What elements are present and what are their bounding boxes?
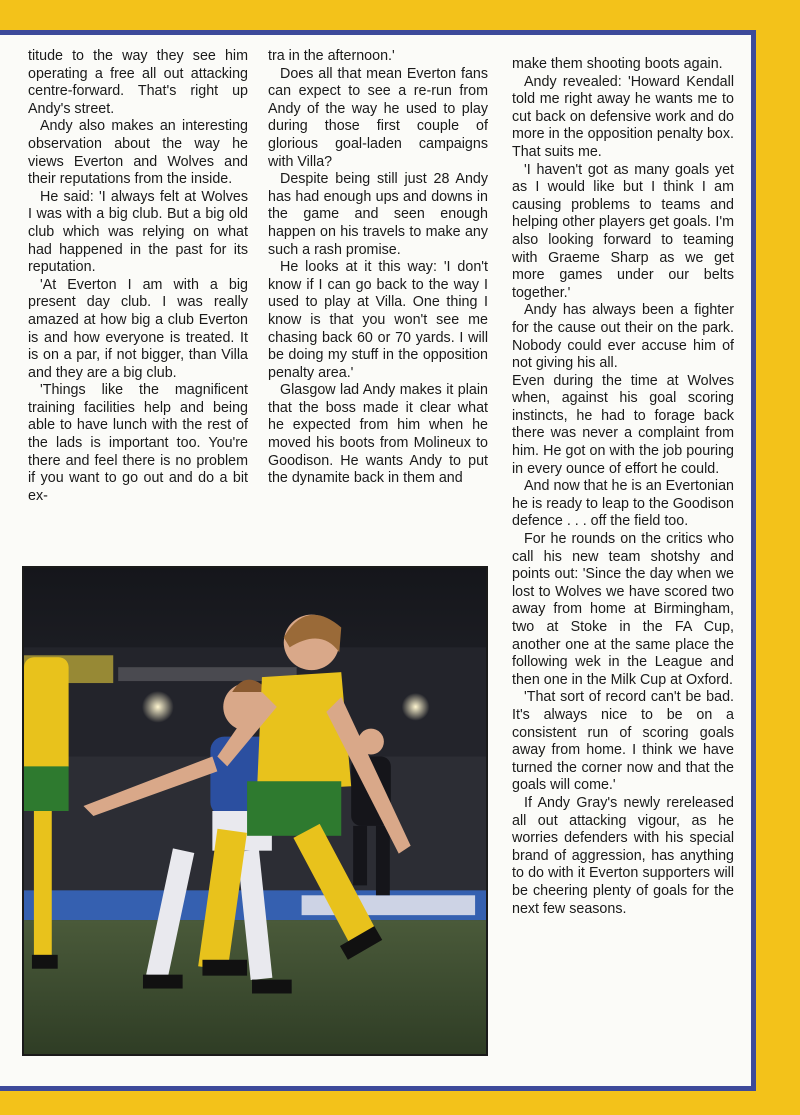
paragraph: 'At Everton I am with a big present day club. I was really amazed at how big a club Everton is and how everyone is treated. It is on a par, if not bigger, than Villa and they are a big club. [28, 276, 248, 381]
paragraph: make them shooting boots again. [512, 56, 723, 72]
paragraph: 'I haven't got as many goals yet as I would like but I think I am causing problems to teams and helping other players get goals. I'm also looking forward to teaming with Graeme Sharp as we get more games under our belts together.' [512, 161, 734, 301]
paragraph: And now that he is an Evertonian he is ready to leap to the Goodison defence . . . off the field too. [512, 478, 734, 530]
paragraph: Andy revealed: 'Howard Kendall told me right away he wants me to cut back on defensive work and do more in the opposition penalty box. That suits me. [512, 73, 734, 160]
article-column-1 [28, 48, 248, 505]
paragraph: tra in the afternoon.' [268, 48, 395, 64]
right-border-rule [751, 30, 756, 1091]
paragraph: 'Things like the magnificent training facilities help and being able to have lunch with the rest of the lads is important too. You're there and feel there is no problem if you want to go out and do a bit ex- [28, 382, 248, 504]
match-photo [22, 566, 488, 1056]
paragraph: Does all that mean Everton fans can expect to see a re-run from Andy of the way he used to play during those first couple of glorious goal-laden campaigns with Villa? [268, 65, 488, 170]
paragraph: Despite being still just 28 Andy has had enough ups and downs in the game and seen enough happen on his travels to make any such a rash promise. [268, 171, 488, 258]
paragraph: He said: 'I always felt at Wolves I was with a big club. But a big old club which was relying on what had happened in the past for its reputation. [28, 188, 248, 276]
paragraph: 'That sort of record can't be bad. It's always nice to be on a consistent run of scoring goals away from home. I think we have turned the corner now and that the goals will come.' [512, 689, 734, 794]
football-match-illustration [24, 568, 486, 1054]
bottom-border-rule [0, 1086, 756, 1091]
paragraph: For he rounds on the critics who call his new team shotshy and points out: 'Since the day when we lost to Wolves we have scored two away from home at Birmingham, two at Stoke in the FA Cup, another one at the same place the following wek in the League and then one in the Milk Cup at Oxford. [512, 531, 734, 688]
top-border-rule [0, 30, 756, 35]
article-column-2 [268, 48, 488, 488]
paragraph: Even during the time at Wolves when, against his goal scoring instincts, he had to forage back there was never a complaint from him. He got on with the job pouring in every ounce of effort he could. [512, 372, 734, 477]
article-column-3 [512, 56, 734, 918]
paragraph: Glasgow lad Andy makes it plain that the boss made it clear what he expected from him when he moved his boots from Molineux to Goodison. He wants Andy to put the dynamite back in them and [268, 382, 488, 487]
paragraph: Andy has always been a fighter for the cause out their on the park. Nobody could ever accuse him of not giving his all. [512, 302, 734, 372]
paragraph: Andy also makes an interesting observation about the way he views Everton and Wolves and their reputations from the inside. [28, 118, 248, 188]
paragraph: He looks at it this way: 'I don't know if I can go back to the way I used to play at Villa. One thing I know is that you won't see me chasing back 60 or 70 yards. I will be doing my stuff in the opposition penalty area.' [268, 259, 488, 381]
paragraph: If Andy Gray's newly rereleased all out attacking vigour, as he worries defenders with his special brand of aggression, has anything to do with it Everton supporters will be cheering plenty of goals for the next few seasons. [512, 794, 734, 917]
paragraph: titude to the way they see him operating a free all out attacking centre-forward. That's right up Andy's street. [28, 48, 248, 117]
